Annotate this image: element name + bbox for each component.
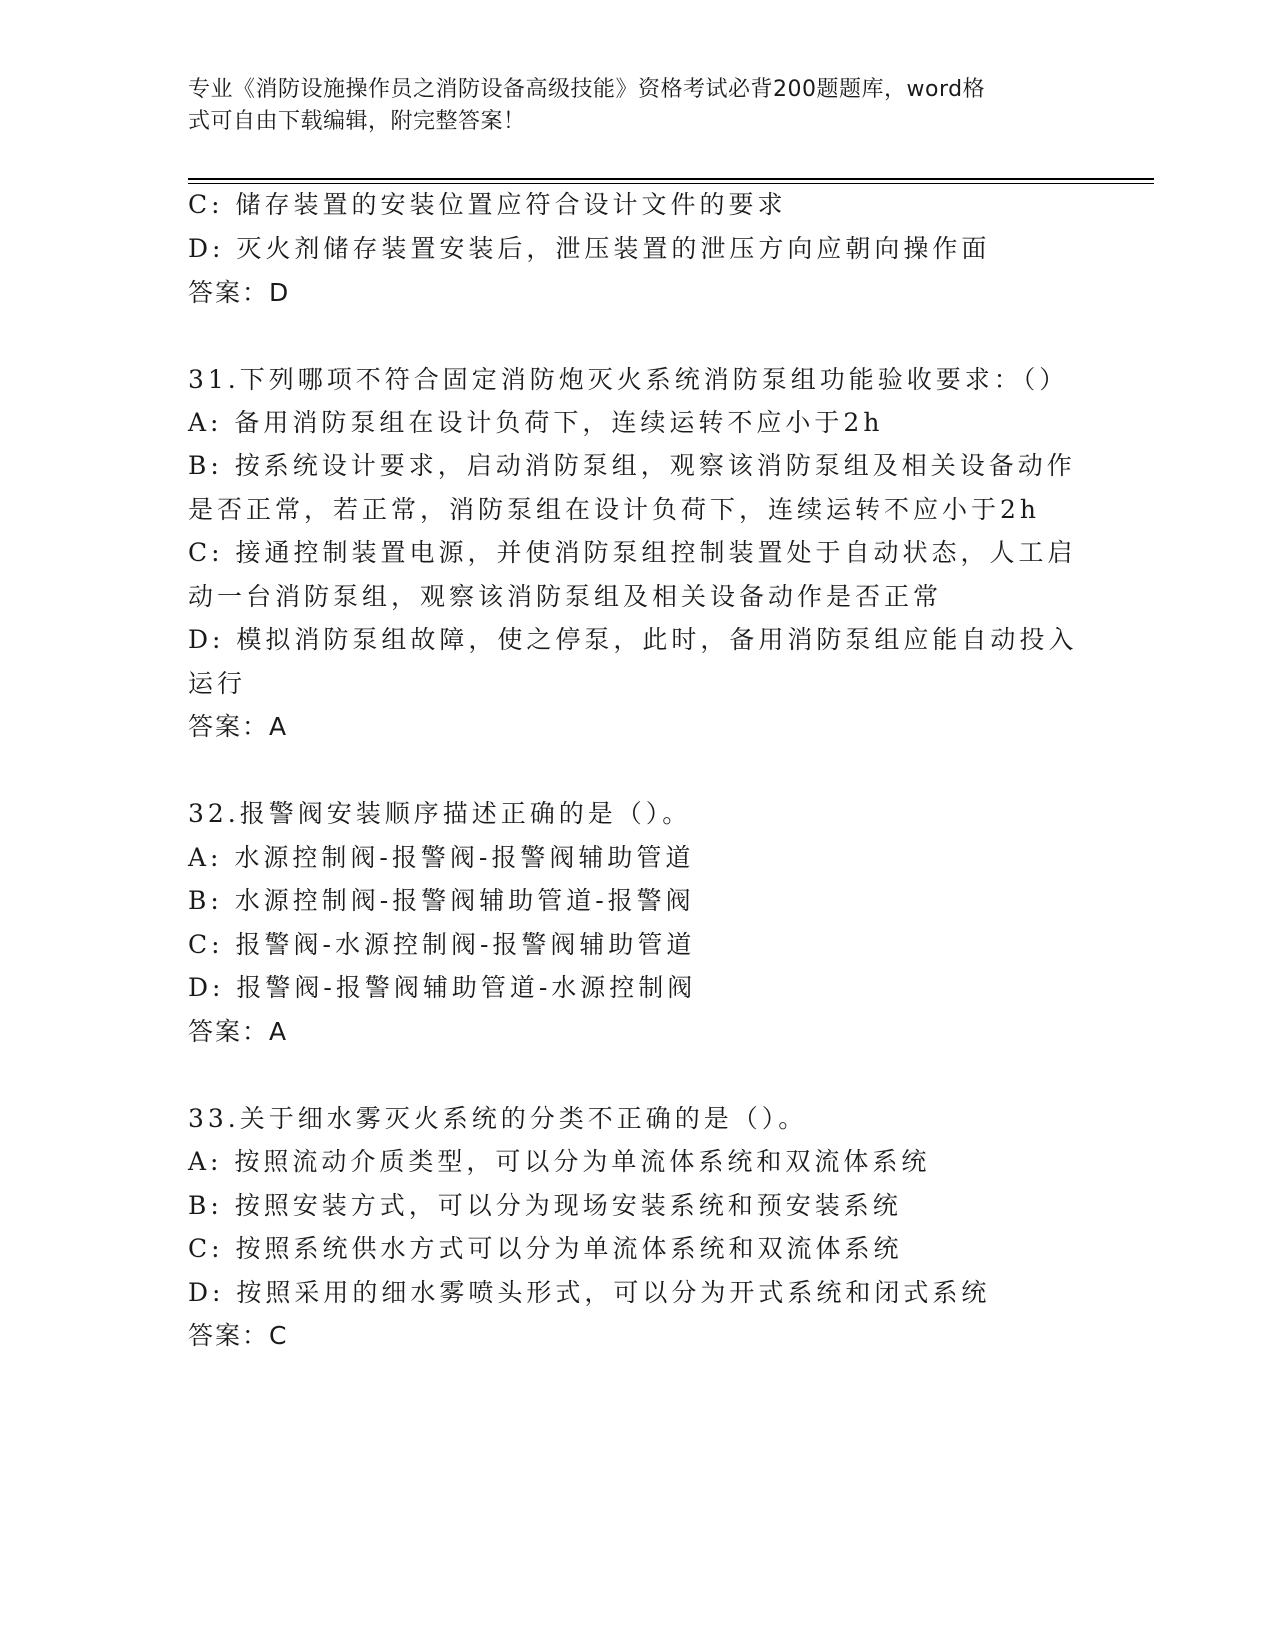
q32-stem: 32.报警阀安装顺序描述正确的是（）。 [188, 799, 692, 828]
q33-option-d: D: 按照采用的细水雾喷头形式，可以分为开式系统和闭式系统 [188, 1278, 991, 1307]
q33-option-c: C: 按照系统供水方式可以分为单流体系统和双流体系统 [188, 1234, 903, 1263]
q31-option-d-line-2: 运行 [188, 669, 247, 698]
header-line-2: 式可自由下载编辑，附完整答案！ [188, 109, 526, 134]
q32-option-d: D: 报警阀-报警阀辅助管道-水源控制阀 [188, 973, 697, 1002]
q32-option-b: B: 水源控制阀-报警阀辅助管道-报警阀 [188, 886, 695, 915]
prev-option-c: C: 储存装置的安装位置应符合设计文件的要求 [188, 190, 787, 219]
q32-option-a: A: 水源控制阀-报警阀-报警阀辅助管道 [188, 843, 695, 872]
q31-option-b-line-1: B: 按系统设计要求，启动消防泵组，观察该消防泵组及相关设备动作 [188, 451, 1076, 480]
prev-answer: 答案：D [188, 278, 291, 307]
q31-answer: 答案：A [188, 712, 289, 741]
q32-option-c: C: 报警阀-水源控制阀-报警阀辅助管道 [188, 930, 696, 959]
q31-option-a: A: 备用消防泵组在设计负荷下，连续运转不应小于2h [188, 408, 884, 437]
header-divider-thick [188, 178, 1154, 180]
header-divider-thin [188, 183, 1154, 184]
document-header [188, 74, 1068, 138]
q32-answer: 答案：A [188, 1017, 289, 1046]
q33-stem: 33.关于细水雾灭火系统的分类不正确的是（）。 [188, 1104, 808, 1133]
prev-option-d: D: 灭火剂储存装置安装后，泄压装置的泄压方向应朝向操作面 [188, 234, 991, 263]
q33-option-b: B: 按照安装方式，可以分为现场安装系统和预安装系统 [188, 1191, 902, 1220]
q31-option-b-line-2: 是否正常，若正常，消防泵组在设计负荷下，连续运转不应小于2h [188, 495, 1041, 524]
q33-option-a: A: 按照流动介质类型，可以分为单流体系统和双流体系统 [188, 1147, 931, 1176]
q31-stem: 31.下列哪项不符合固定消防炮灭火系统消防泵组功能验收要求：（） [188, 365, 1069, 394]
q31-option-c-line-1: C: 接通控制装置电源，并使消防泵组控制装置处于自动状态，人工启 [188, 538, 1077, 567]
q31-option-d-line-1: D: 模拟消防泵组故障，使之停泵，此时，备用消防泵组应能自动投入 [188, 625, 1078, 654]
q33-answer: 答案：C [188, 1321, 289, 1350]
header-line-1: 专业《消防设施操作员之消防设备高级技能》资格考试必背200题题库，word格 [188, 77, 986, 102]
q31-option-c-line-2: 动一台消防泵组，观察该消防泵组及相关设备动作是否正常 [188, 582, 943, 611]
